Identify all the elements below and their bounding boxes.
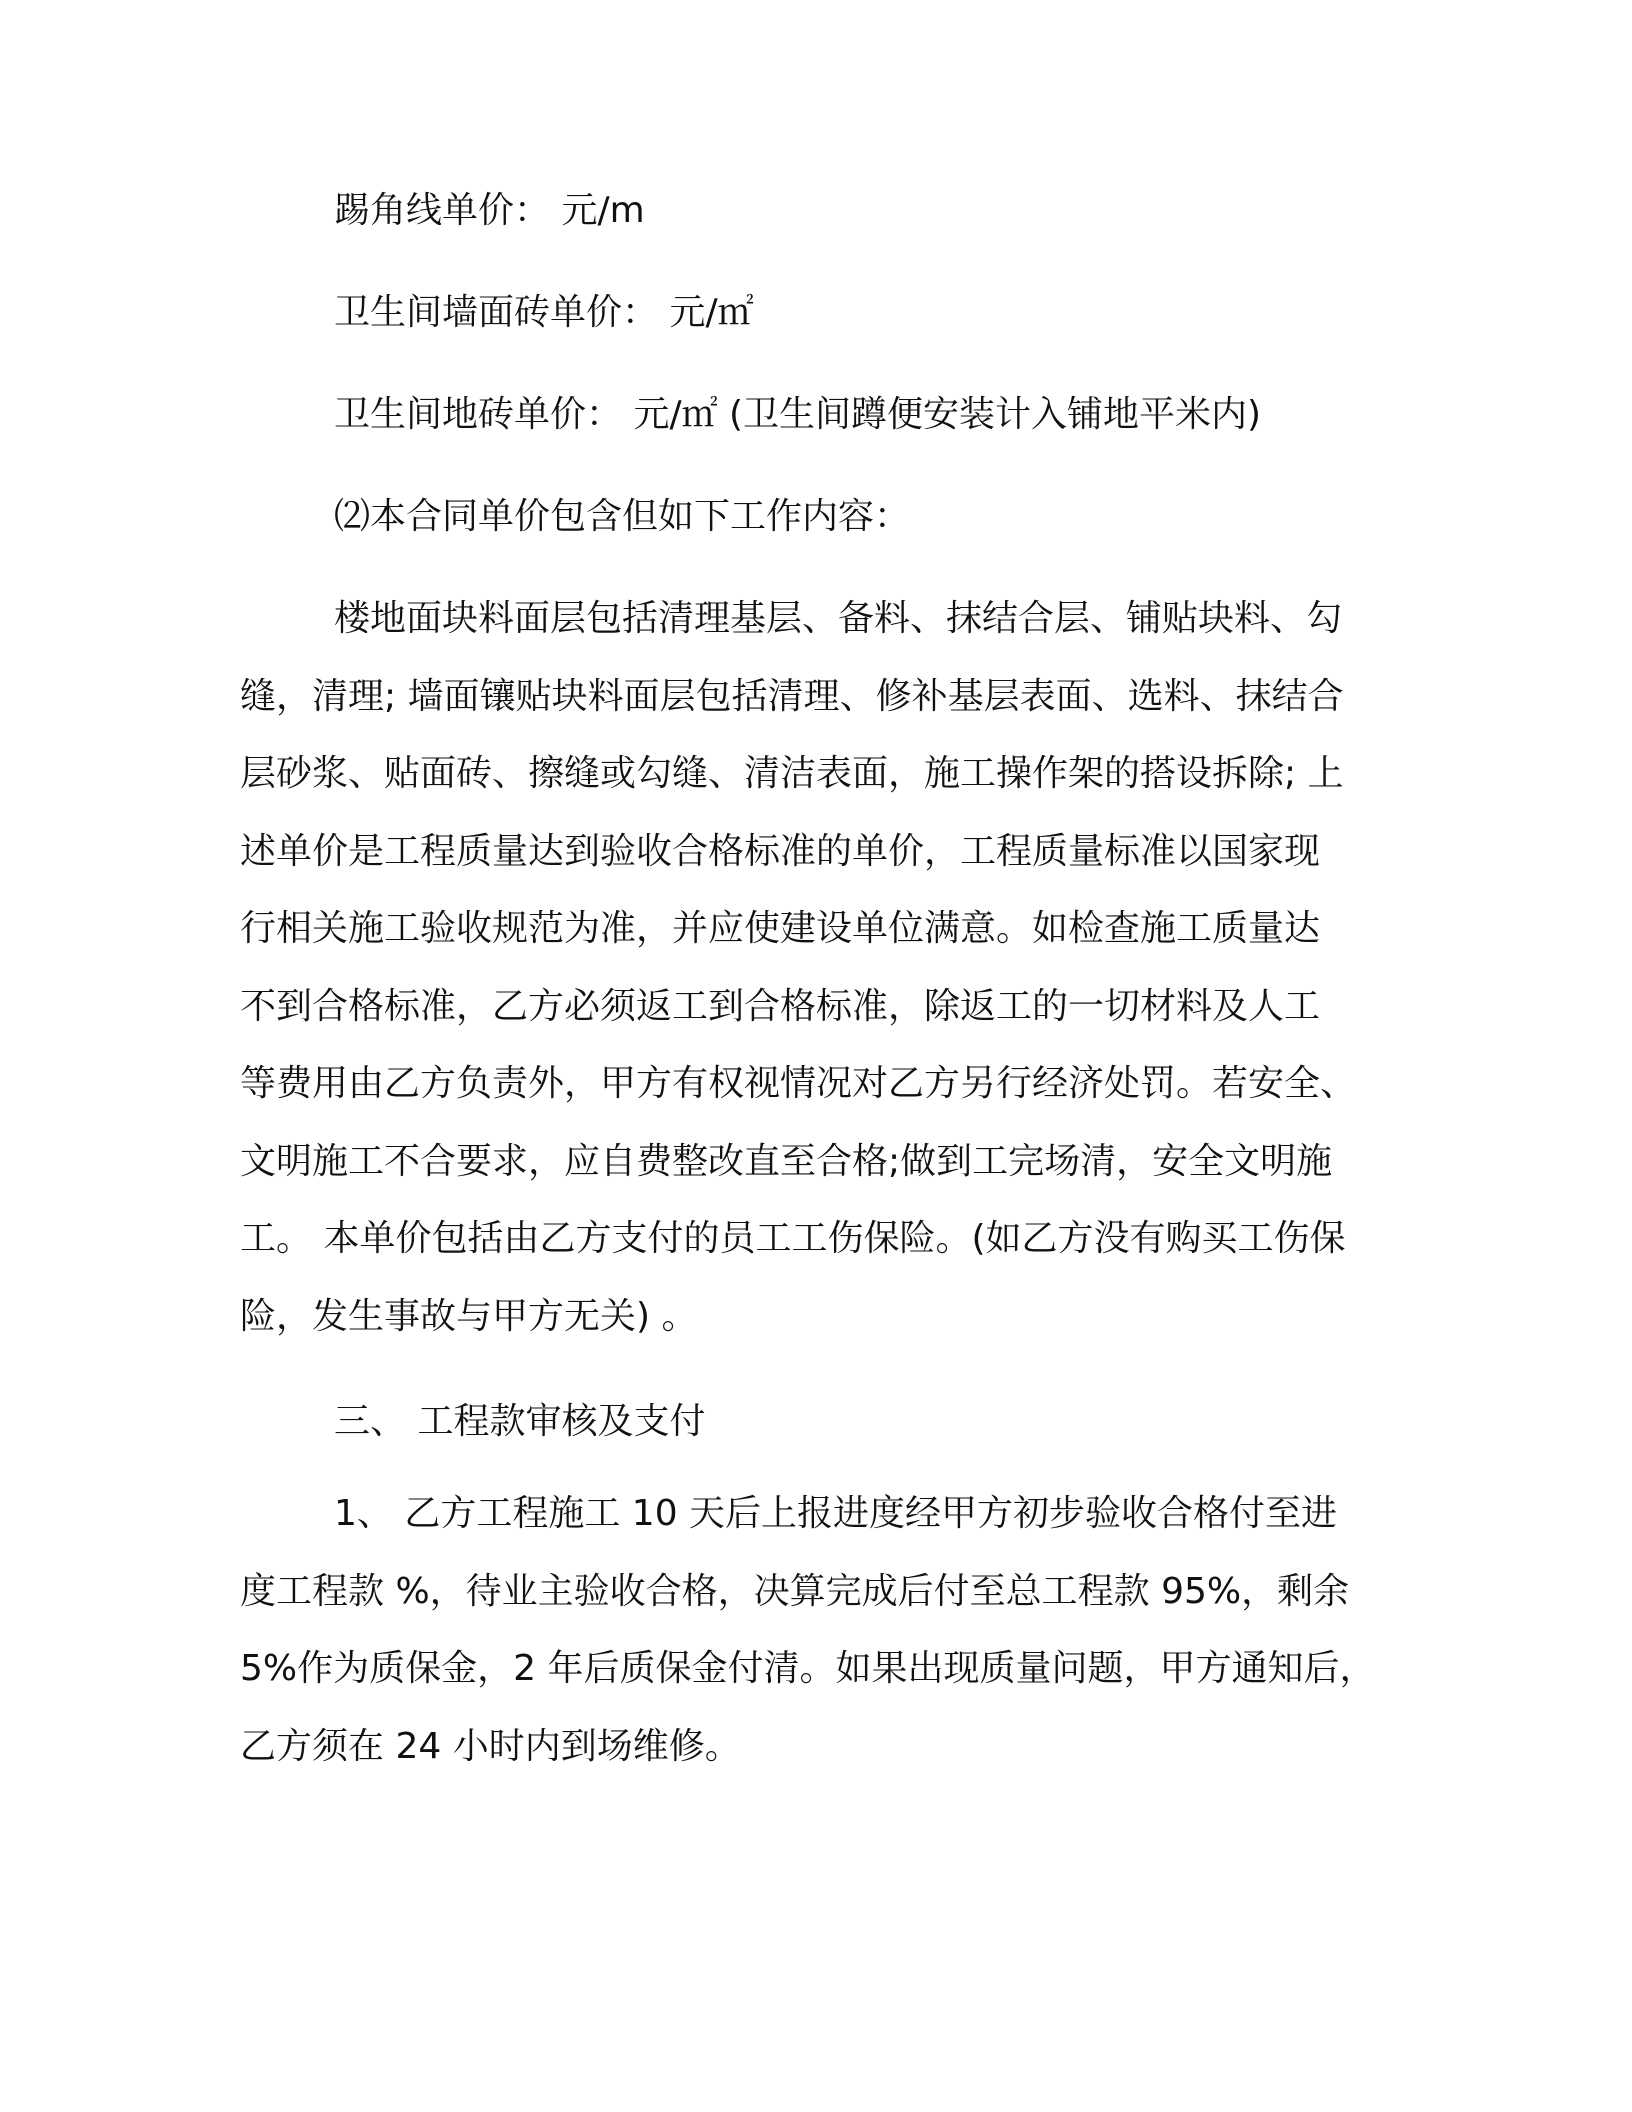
section3-heading: 三、 工程款审核及支付 xyxy=(334,1401,706,1442)
paragraph-line: 度工程款 %，待业主验收合格，决算完成后付至总工程款 95%，剩余 xyxy=(240,1570,1350,1612)
paragraph-line: 险，发生事故与甲方无关) 。 xyxy=(240,1295,698,1337)
item2-body-paragraph xyxy=(240,580,1392,1355)
price-line-skirting: 踢角线单价： 元/m xyxy=(334,190,645,231)
paragraph-line: 5%作为质保金，2 年后质保金付清。如果出现质量问题，甲方通知后， xyxy=(240,1648,1376,1689)
paragraph-line: 楼地面块料面层包括清理基层、备料、抹结合层、铺贴块料、勾 xyxy=(334,598,1343,639)
paragraph-line: 不到合格标准，乙方必须返工到合格标准，除返工的一切材料及人工 xyxy=(240,985,1321,1027)
paragraph-line: 缝，清理; 墙面镶贴块料面层包括清理、修补基层表面、选料、抹结合 xyxy=(240,675,1344,717)
clause1-paragraph xyxy=(240,1475,1392,1785)
paragraph-line: 行相关施工验收规范为准，并应使建设单位满意。如检查施工质量达 xyxy=(240,908,1321,949)
paragraph-line: 文明施工不合要求，应自费整改直至合格;做到工完场清，安全文明施 xyxy=(240,1140,1333,1182)
item2-heading: ⑵本合同单价包含但如下工作内容： xyxy=(334,496,911,537)
paragraph-line: 层砂浆、贴面砖、擦缝或勾缝、清洁表面，施工操作架的搭设拆除; 上 xyxy=(240,753,1344,794)
paragraph-line: 述单价是工程质量达到验收合格标准的单价，工程质量标准以国家现 xyxy=(240,830,1321,872)
paragraph-line: 乙方须在 24 小时内到场维修。 xyxy=(240,1725,741,1767)
price-line-bathroom-floor-tile: 卫生间地砖单价： 元/㎡ (卫生间蹲便安装计入铺地平米内) xyxy=(334,394,1262,435)
paragraph-line: 等费用由乙方负责外，甲方有权视情况对乙方另行经济处罚。若安全、 xyxy=(240,1063,1357,1104)
document-body xyxy=(240,186,1392,1785)
paragraph-line: 1、 乙方工程施工 10 天后上报进度经甲方初步验收合格付至进 xyxy=(334,1493,1338,1534)
paragraph-line: 工。 本单价包括由乙方支付的员工工伤保险。(如乙方没有购买工伤保 xyxy=(240,1218,1346,1259)
price-line-bathroom-wall-tile: 卫生间墙面砖单价： 元/㎡ xyxy=(334,292,754,333)
